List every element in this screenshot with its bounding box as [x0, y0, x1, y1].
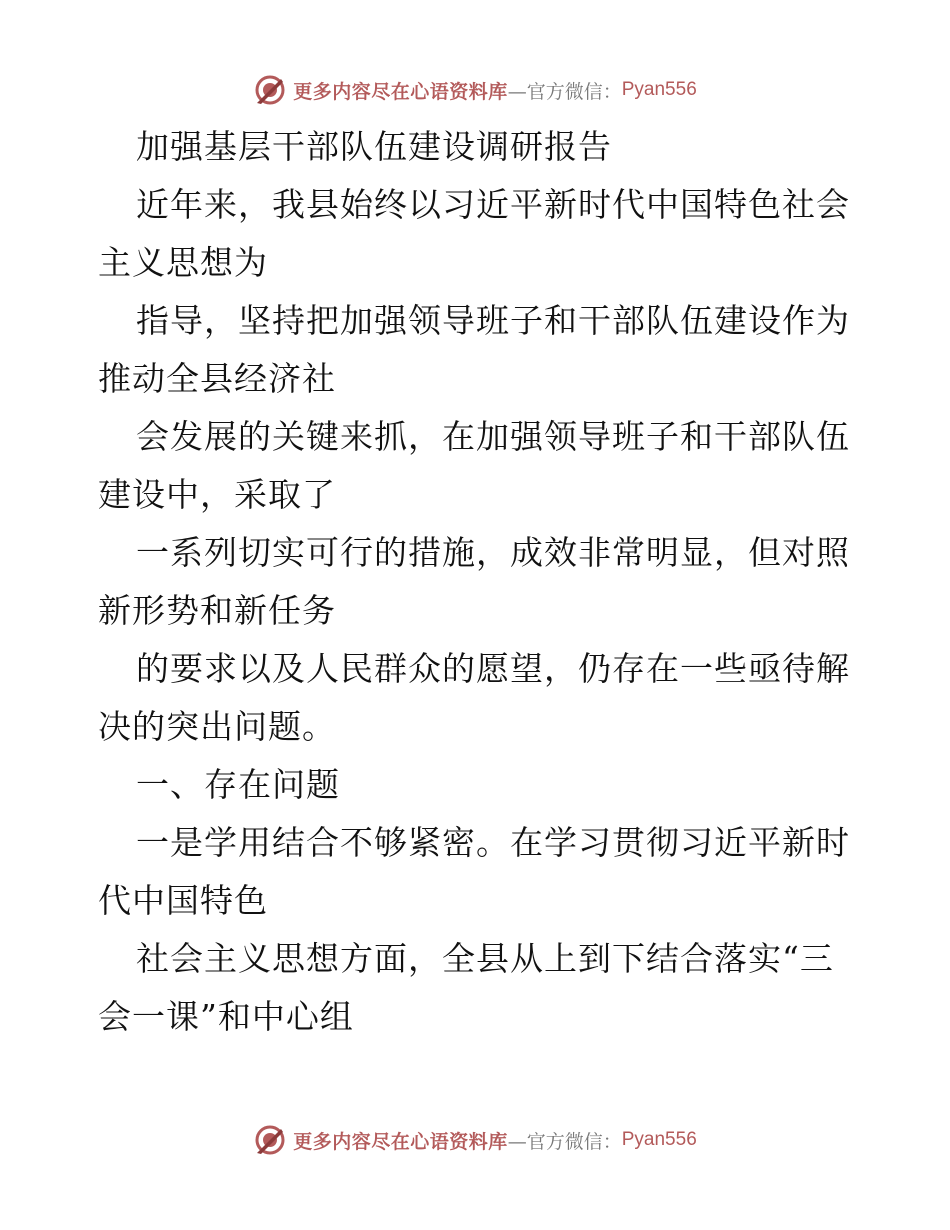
document-title: 加强基层干部队伍建设调研报告	[136, 127, 612, 166]
paragraph-line: 会一课”和中心组	[98, 997, 354, 1036]
document-body	[98, 118, 858, 1046]
paragraph-line: 代中国特色	[98, 881, 268, 920]
quill-pen-circle-icon	[253, 73, 287, 107]
banner-suffix-text: —官方微信：	[507, 1130, 622, 1153]
paragraph-line: 建设中，采取了	[98, 475, 336, 514]
paragraph-line: 决的突出问题。	[98, 707, 336, 746]
section-heading: 一、存在问题	[136, 765, 340, 804]
paragraph-line: 推动全县经济社	[98, 359, 336, 398]
header-watermark-banner	[0, 70, 950, 110]
quill-pen-circle-icon	[253, 1123, 287, 1157]
paragraph-line: 会发展的关键来抓，在加强领导班子和干部队伍	[136, 417, 850, 456]
paragraph-line: 社会主义思想方面，全县从上到下结合落实“三	[136, 939, 834, 978]
banner-wechat-handle: Pyan556	[621, 79, 697, 100]
paragraph-line: 主义思想为	[98, 243, 268, 282]
banner-wechat-handle: Pyan556	[621, 1129, 697, 1150]
paragraph-line: 指导，坚持把加强领导班子和干部队伍建设作为	[136, 301, 850, 340]
footer-watermark-banner	[0, 1120, 950, 1160]
banner-main-text: 更多内容尽在心语资料库	[293, 1130, 508, 1153]
paragraph-line: 一系列切实可行的措施，成效非常明显，但对照	[136, 533, 850, 572]
banner-suffix-text: —官方微信：	[507, 80, 622, 103]
paragraph-line: 一是学用结合不够紧密。在学习贯彻习近平新时	[136, 823, 850, 862]
banner-main-text: 更多内容尽在心语资料库	[293, 80, 508, 103]
paragraph-line: 近年来，我县始终以习近平新时代中国特色社会	[136, 185, 850, 224]
paragraph-line: 的要求以及人民群众的愿望，仍存在一些亟待解	[136, 649, 850, 688]
paragraph-line: 新形势和新任务	[98, 591, 336, 630]
